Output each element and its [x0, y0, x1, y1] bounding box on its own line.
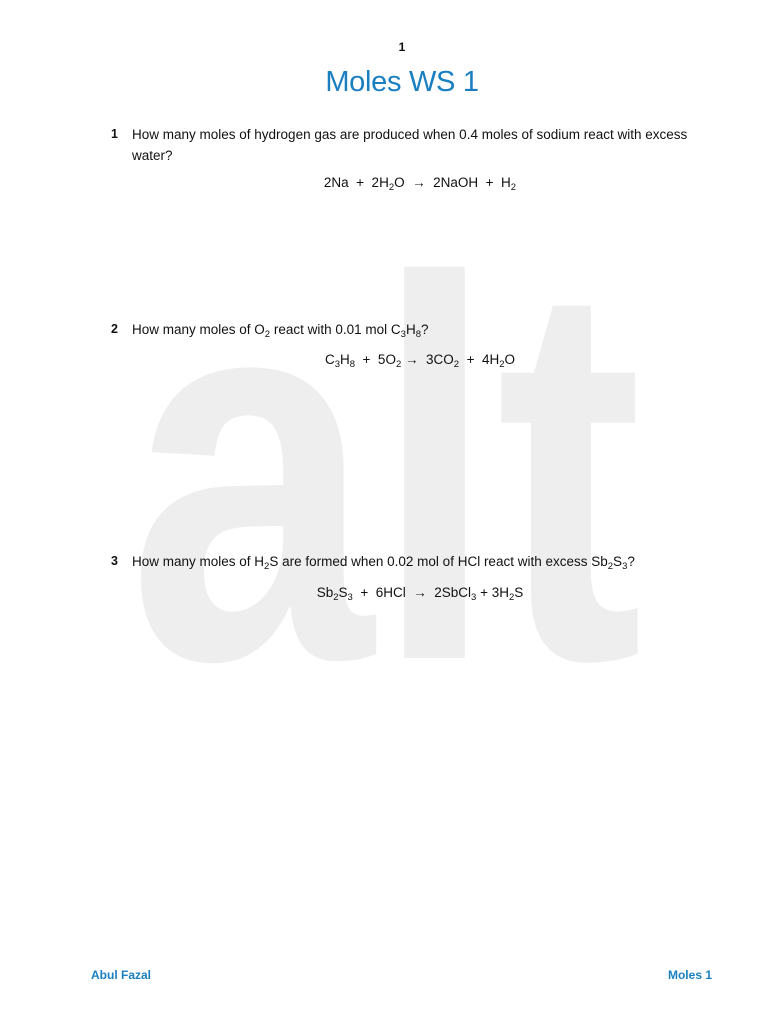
subscript: 2	[333, 592, 339, 603]
subscript: 2	[607, 561, 614, 572]
equation-3: $Sb_2S_3 + 6HCl$ → 2SbCl$_3$ + $3H_2S$	[316, 585, 524, 603]
subscript: 2	[264, 329, 271, 340]
subscript: 3	[334, 359, 340, 370]
subscript: 2	[499, 359, 505, 370]
subscript: 3	[471, 592, 477, 603]
subscript: 2	[388, 182, 395, 193]
subscript: 3	[400, 329, 406, 340]
question-3	[111, 551, 701, 572]
subscript: 8	[349, 359, 356, 370]
question-2	[111, 319, 701, 340]
question-number: 3	[111, 554, 118, 568]
watermark-logo	[128, 150, 668, 710]
subscript: 2	[395, 359, 402, 370]
subscript: 3	[347, 592, 353, 603]
equation-2: $C_3H_8 + 5O_2 \to 3CO_2 + 4H_2O$	[324, 352, 516, 370]
page-title: Moles WS 1	[325, 66, 479, 98]
question-text: How many moles of $O_2$ react with 0.01 mol $C_3H_8$?	[132, 322, 429, 340]
question-number: 1	[111, 127, 118, 141]
subscript: 8	[415, 329, 421, 340]
question-text: How many moles of $H_2S$ are formed when 0.02 mol of HCl react with excess $Sb_2S_3$?	[132, 554, 635, 572]
footer-author: Abul Fazal	[91, 968, 152, 982]
watermark-text: alt	[128, 170, 643, 710]
question-text: How many moles of hydrogen gas are produced when 0.4 moles of sodium react with excess water?	[132, 127, 688, 163]
page-number: 1	[398, 40, 406, 54]
question-number: 2	[111, 322, 118, 336]
footer-doc-name: Moles 1	[667, 968, 712, 982]
subscript: 3	[622, 561, 628, 572]
question-1	[111, 124, 701, 166]
subscript: 2	[453, 359, 460, 370]
subscript: 2	[510, 182, 517, 193]
equation-1: $2Na + 2H_2O$ → 2NaOH + $H_2$	[323, 175, 517, 193]
subscript: 2	[508, 592, 515, 603]
subscript: 2	[264, 561, 270, 572]
